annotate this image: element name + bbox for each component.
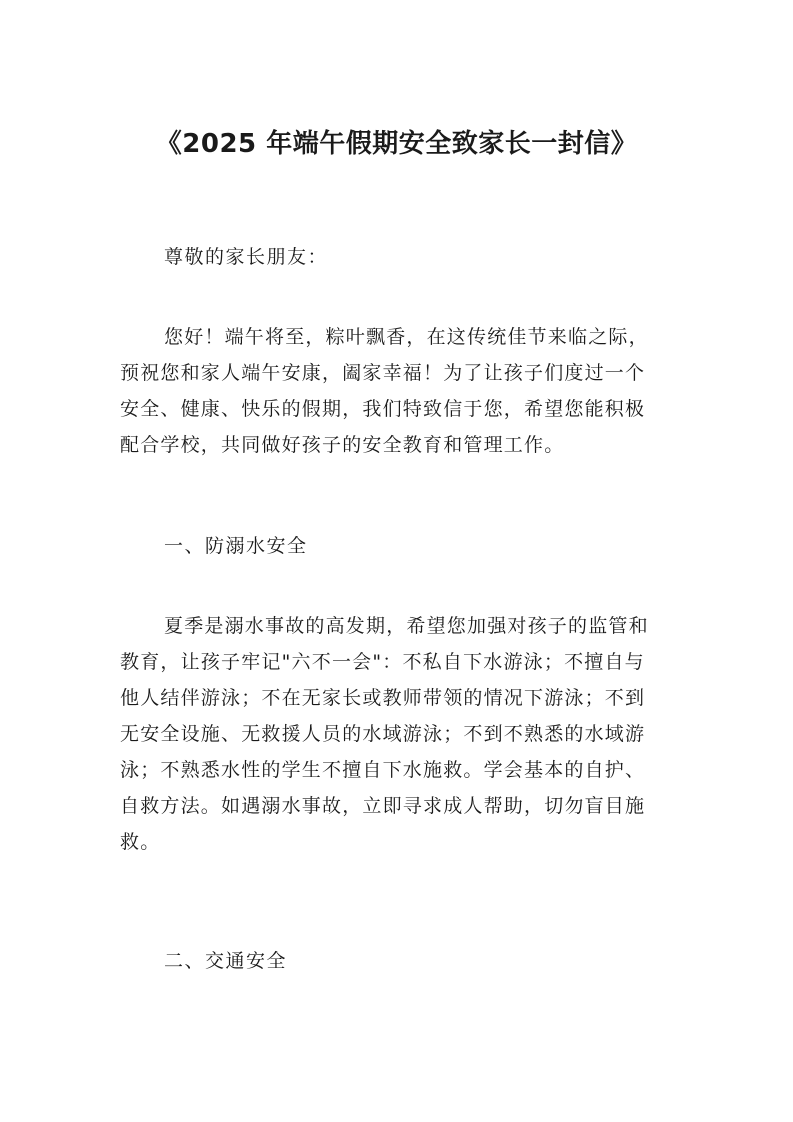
document-title: 《2025 年端午假期安全致家长一封信》 <box>155 129 638 159</box>
paragraph-line: 您好！端午将至，粽叶飘香，在这传统佳节来临之际， <box>164 326 649 348</box>
paragraph-line: 他人结伴游泳；不在无家长或教师带领的情况下游泳；不到 <box>120 687 646 709</box>
section-paragraph-drowning <box>120 608 676 860</box>
section-heading-drowning: 一、防溺水安全 <box>164 535 308 557</box>
paragraph-line: 救。 <box>120 831 161 853</box>
paragraph-line: 泳；不熟悉水性的学生不擅自下水施救。学会基本的自护、 <box>120 759 646 781</box>
salutation: 尊敬的家长朋友： <box>164 246 329 268</box>
section-heading-traffic: 二、交通安全 <box>164 950 288 972</box>
paragraph-line: 自救方法。如遇溺水事故，立即寻求成人帮助，切勿盲目施 <box>120 795 646 817</box>
paragraph-line: 夏季是溺水事故的高发期，希望您加强对孩子的监管和 <box>164 615 649 637</box>
paragraph-line: 安全、健康、快乐的假期，我们特致信于您，希望您能积极 <box>120 398 646 420</box>
paragraph-line: 配合学校，共同做好孩子的安全教育和管理工作。 <box>120 434 565 456</box>
intro-paragraph <box>120 319 676 463</box>
paragraph-line: 教育，让孩子牢记"六不一会"：不私自下水游泳；不擅自与 <box>120 651 645 673</box>
paragraph-line: 预祝您和家人端午安康，阖家幸福！为了让孩子们度过一个 <box>120 362 646 384</box>
paragraph-line: 无安全设施、无救援人员的水域游泳；不到不熟悉的水域游 <box>120 723 646 745</box>
